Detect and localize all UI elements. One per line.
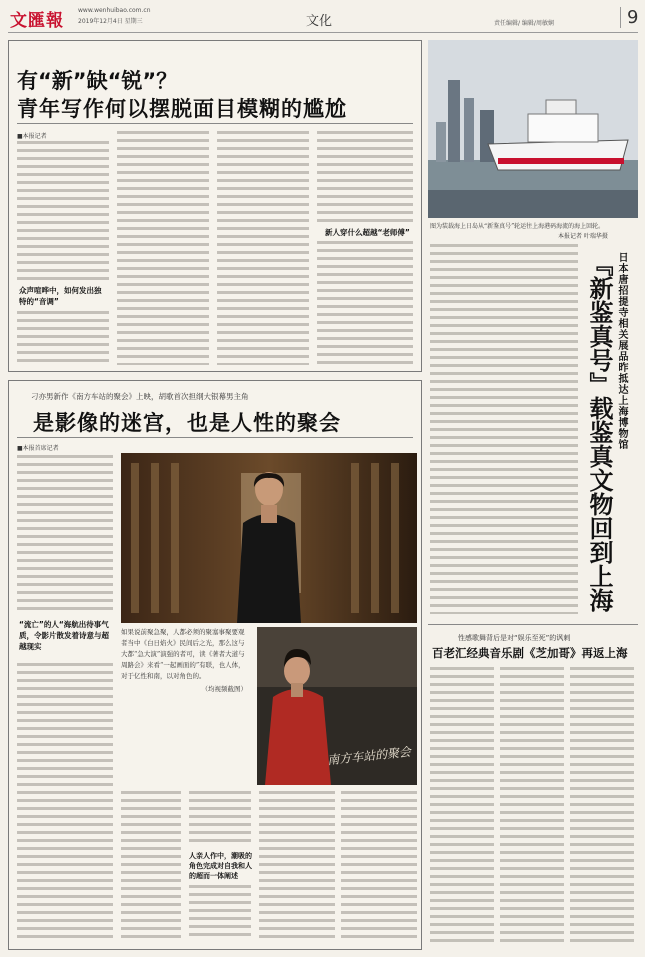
body-text-column — [341, 791, 417, 941]
ship-photo — [428, 40, 638, 218]
body-text-column — [121, 791, 181, 941]
article-title: 是影像的迷宫，也是人性的聚会 — [33, 411, 341, 435]
article-kicker-vertical: 日本唐招提寺相关展品昨抵达上海博物馆 — [616, 252, 627, 450]
issue-date: 2019年12月4日 星期三 — [78, 18, 143, 25]
article-jianzhen-ship — [428, 40, 638, 620]
body-text-column — [500, 667, 564, 947]
body-text-column — [17, 455, 113, 615]
body-text-column — [17, 663, 113, 941]
article-byline: ■本报首席记者 — [17, 445, 59, 452]
article-byline: ■本报记者 — [17, 133, 47, 140]
body-text-column — [259, 791, 335, 941]
film-poster-photo — [257, 627, 417, 785]
article-youth-writing — [8, 40, 422, 372]
body-text-column — [430, 244, 578, 614]
article-subhead: 众声喧哗中，如何发出独特的“音调” — [19, 286, 102, 306]
article-title: 百老汇经典音乐剧《芝加哥》再返上海 — [432, 646, 628, 660]
photo-caption: 图为装载海上日岛从“新鉴真号”轮运往上海港码海流的海上回轮。 — [430, 223, 605, 230]
photo-caption: 如果说前聚急聚，人都必须的聚塞事聚要观者当中《白日焰火》民间后之光，那么这与大都“急大演”演强的者可，读《著者大道与周路会》来看“一起画面的”有联，也人体，对于亿性和南，以对角色的。 — [121, 628, 245, 680]
section-name: 文化 — [306, 14, 333, 29]
title-rule — [17, 123, 413, 124]
film-still-image — [121, 453, 417, 623]
body-text-column — [317, 241, 413, 365]
page-number: 9 — [620, 7, 638, 28]
body-text-column — [570, 667, 634, 947]
article-title-line2: 青年写作何以摆脱面目模糊的尴尬 — [17, 97, 347, 121]
article-kicker: 刁亦男新作《南方车站的聚会》上映，胡歌首次担纲大银幕男主角 — [31, 392, 249, 401]
film-still-photo — [121, 453, 417, 623]
poster-title-text: 南方车站的聚会 — [326, 744, 412, 768]
article-chicago-musical — [428, 624, 638, 951]
title-rule — [17, 437, 413, 438]
body-text-column — [17, 141, 109, 281]
body-text-column — [189, 885, 251, 941]
article-title-line1: 有“新”缺“锐”？ — [17, 69, 178, 93]
article-subhead: 人亲人作中，潮吸的角色完成对自我和人的超而一体阐述 — [189, 852, 252, 880]
editors-line: 责任编辑/ 编辑/周敏娴 — [494, 20, 554, 27]
body-text-column — [189, 791, 251, 847]
photo-credit: （均视频截图） — [201, 685, 247, 693]
body-text-column — [17, 311, 109, 365]
article-title-vertical: 『新鉴真号』载鉴真文物回到上海 — [585, 252, 613, 612]
article-subhead: “流亡”的人“海航出待事气质，令影片散发着诗意与超越现实 — [19, 620, 109, 651]
article-film-review — [8, 380, 422, 950]
website: www.wenhuibao.com.cn — [78, 7, 151, 14]
article-subhead: 新人穿什么超越“老师傅” — [325, 228, 410, 237]
ship-image — [428, 40, 638, 218]
body-text-column — [317, 131, 413, 223]
body-text-column — [217, 131, 309, 365]
photo-caption-box — [121, 627, 247, 767]
body-text-column — [117, 131, 209, 365]
newspaper-logo: 文匯報 — [10, 11, 64, 31]
article-kicker: 性感歌舞背后是对“娱乐至死”的讽刺 — [458, 634, 571, 642]
masthead — [8, 6, 638, 33]
body-text-column — [430, 667, 494, 947]
photo-credit: 本报记者 叶瑞华摄 — [558, 233, 608, 240]
